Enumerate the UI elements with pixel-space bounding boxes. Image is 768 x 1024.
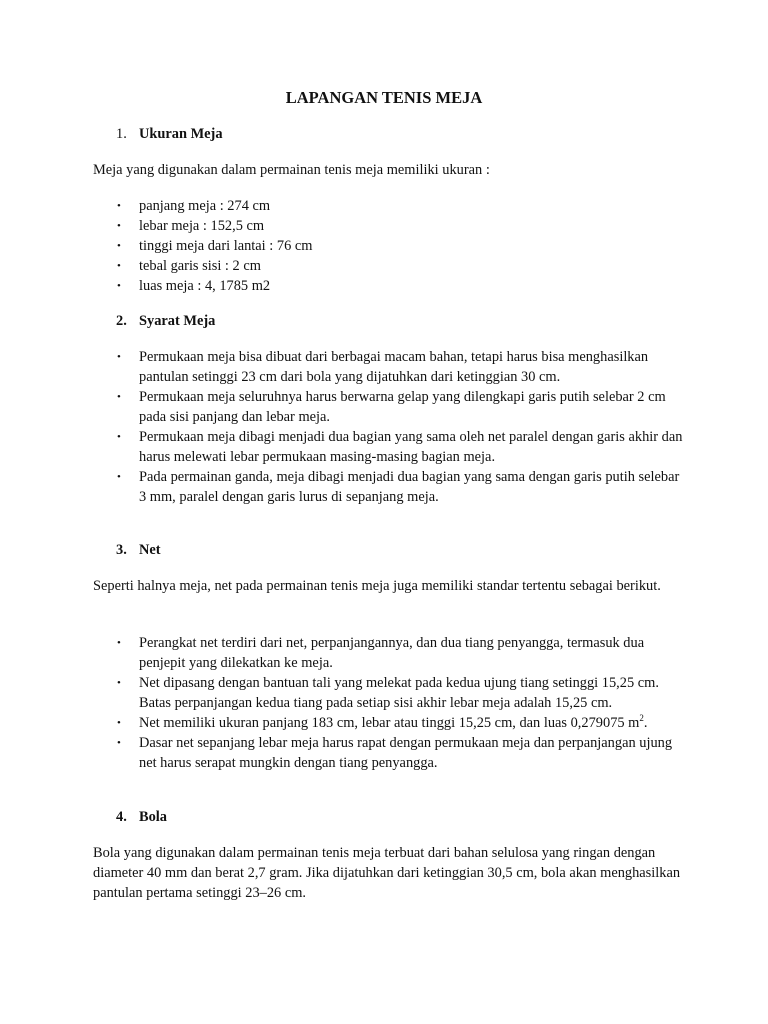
- list-syarat-meja: [117, 347, 684, 507]
- list-item: • Permukaan meja seluruhnya harus berwarna gelap yang dilengkapi garis putih selebar 2 cm pada sisi panjang dan lebar meja.: [117, 389, 666, 425]
- bullet-icon: •: [117, 200, 121, 212]
- list-item: • Permukaan meja dibagi menjadi dua bagian yang sama oleh net paralel dengan garis akhir dan harus melewati lebar permukaan masing-masing bagian meja.: [117, 429, 683, 465]
- bullet-icon: •: [117, 351, 121, 363]
- bullet-icon: •: [117, 737, 121, 749]
- bullet-icon: •: [117, 637, 121, 649]
- superscript: 2: [639, 713, 644, 724]
- bullet-icon: •: [117, 391, 121, 403]
- bullet-icon: •: [117, 717, 121, 729]
- list-item: • Dasar net sepanjang lebar meja harus rapat dengan permukaan meja dan perpanjangan ujung net harus serapat mungkin dengan tiang penyangga.: [117, 735, 673, 771]
- list-item: • Perangkat net terdiri dari net, perpanjangannya, dan dua tiang penyangga, termasuk dua penjepit yang dilekatkan ke meja.: [117, 635, 645, 671]
- section-intro-bola: Bola yang digunakan dalam permainan tenis meja terbuat dari bahan selulosa yang ringan dengan diameter 40 mm dan berat 2,7 gram. Jika dijatuhkan dari ketinggian 30,5 cm, bola akan menghasilkan pantulan pertama setinggi 23–26 cm.: [93, 845, 681, 901]
- section-title: Ukuran Meja: [139, 126, 223, 142]
- list-item: • tebal garis sisi : 2 cm: [117, 258, 261, 274]
- section-heading-bola: [116, 807, 167, 827]
- bullet-icon: •: [117, 677, 121, 689]
- bullet-icon: •: [117, 220, 121, 232]
- bullet-icon: •: [117, 280, 121, 292]
- list-item: • lebar meja : 152,5 cm: [117, 218, 265, 234]
- section-title: Net: [139, 542, 161, 558]
- bullet-icon: •: [117, 431, 121, 443]
- list-ukuran-meja: [117, 196, 684, 296]
- list-item: • Net dipasang dengan bantuan tali yang melekat pada kedua ujung tiang setinggi 15,25 cm. Batas perpanjangan kedua tiang pada setiap sisi akhir lebar meja adalah 15,25 cm.: [117, 675, 659, 711]
- list-item: • Net memiliki ukuran panjang 183 cm, lebar atau tinggi 15,25 cm, dan luas 0,279075 $m^2$.: [117, 713, 648, 731]
- section-intro-ukuran-meja: Meja yang digunakan dalam permainan tenis meja memiliki ukuran :: [93, 162, 490, 178]
- document-title: LAPANGAN TENIS MEJA: [285, 88, 483, 107]
- section-number: 2.: [116, 313, 127, 329]
- bullet-icon: •: [117, 471, 121, 483]
- section-heading-ukuran-meja: [116, 124, 223, 144]
- section-title: Syarat Meja: [139, 313, 216, 329]
- list-item: • Pada permainan ganda, meja dibagi menjadi dua bagian yang sama dengan garis putih selebar 3 mm, paralel dengan garis lurus di sepanjang meja.: [117, 469, 680, 505]
- section-intro-net: Seperti halnya meja, net pada permainan tenis meja juga memiliki standar tertentu sebagai berikut.: [93, 578, 661, 594]
- section-number: 4.: [116, 809, 127, 825]
- bullet-icon: •: [117, 260, 121, 272]
- section-number: 3.: [116, 542, 127, 558]
- section-heading-syarat-meja: [116, 311, 215, 331]
- section-heading-net: [116, 540, 161, 560]
- list-item: • tinggi meja dari lantai : 76 cm: [117, 238, 313, 254]
- list-item: • panjang meja : 274 cm: [117, 198, 271, 214]
- list-item: • Permukaan meja bisa dibuat dari berbagai macam bahan, tetapi harus bisa menghasilkan pantulan setinggi 23 cm dari bola yang dijatuhkan dari ketinggian 30 cm.: [117, 349, 649, 385]
- section-title: Bola: [139, 809, 167, 825]
- list-net: [117, 633, 684, 773]
- section-number: 1.: [116, 126, 127, 142]
- bullet-icon: •: [117, 240, 121, 252]
- list-item: • luas meja : 4, 1785 m2: [117, 278, 271, 294]
